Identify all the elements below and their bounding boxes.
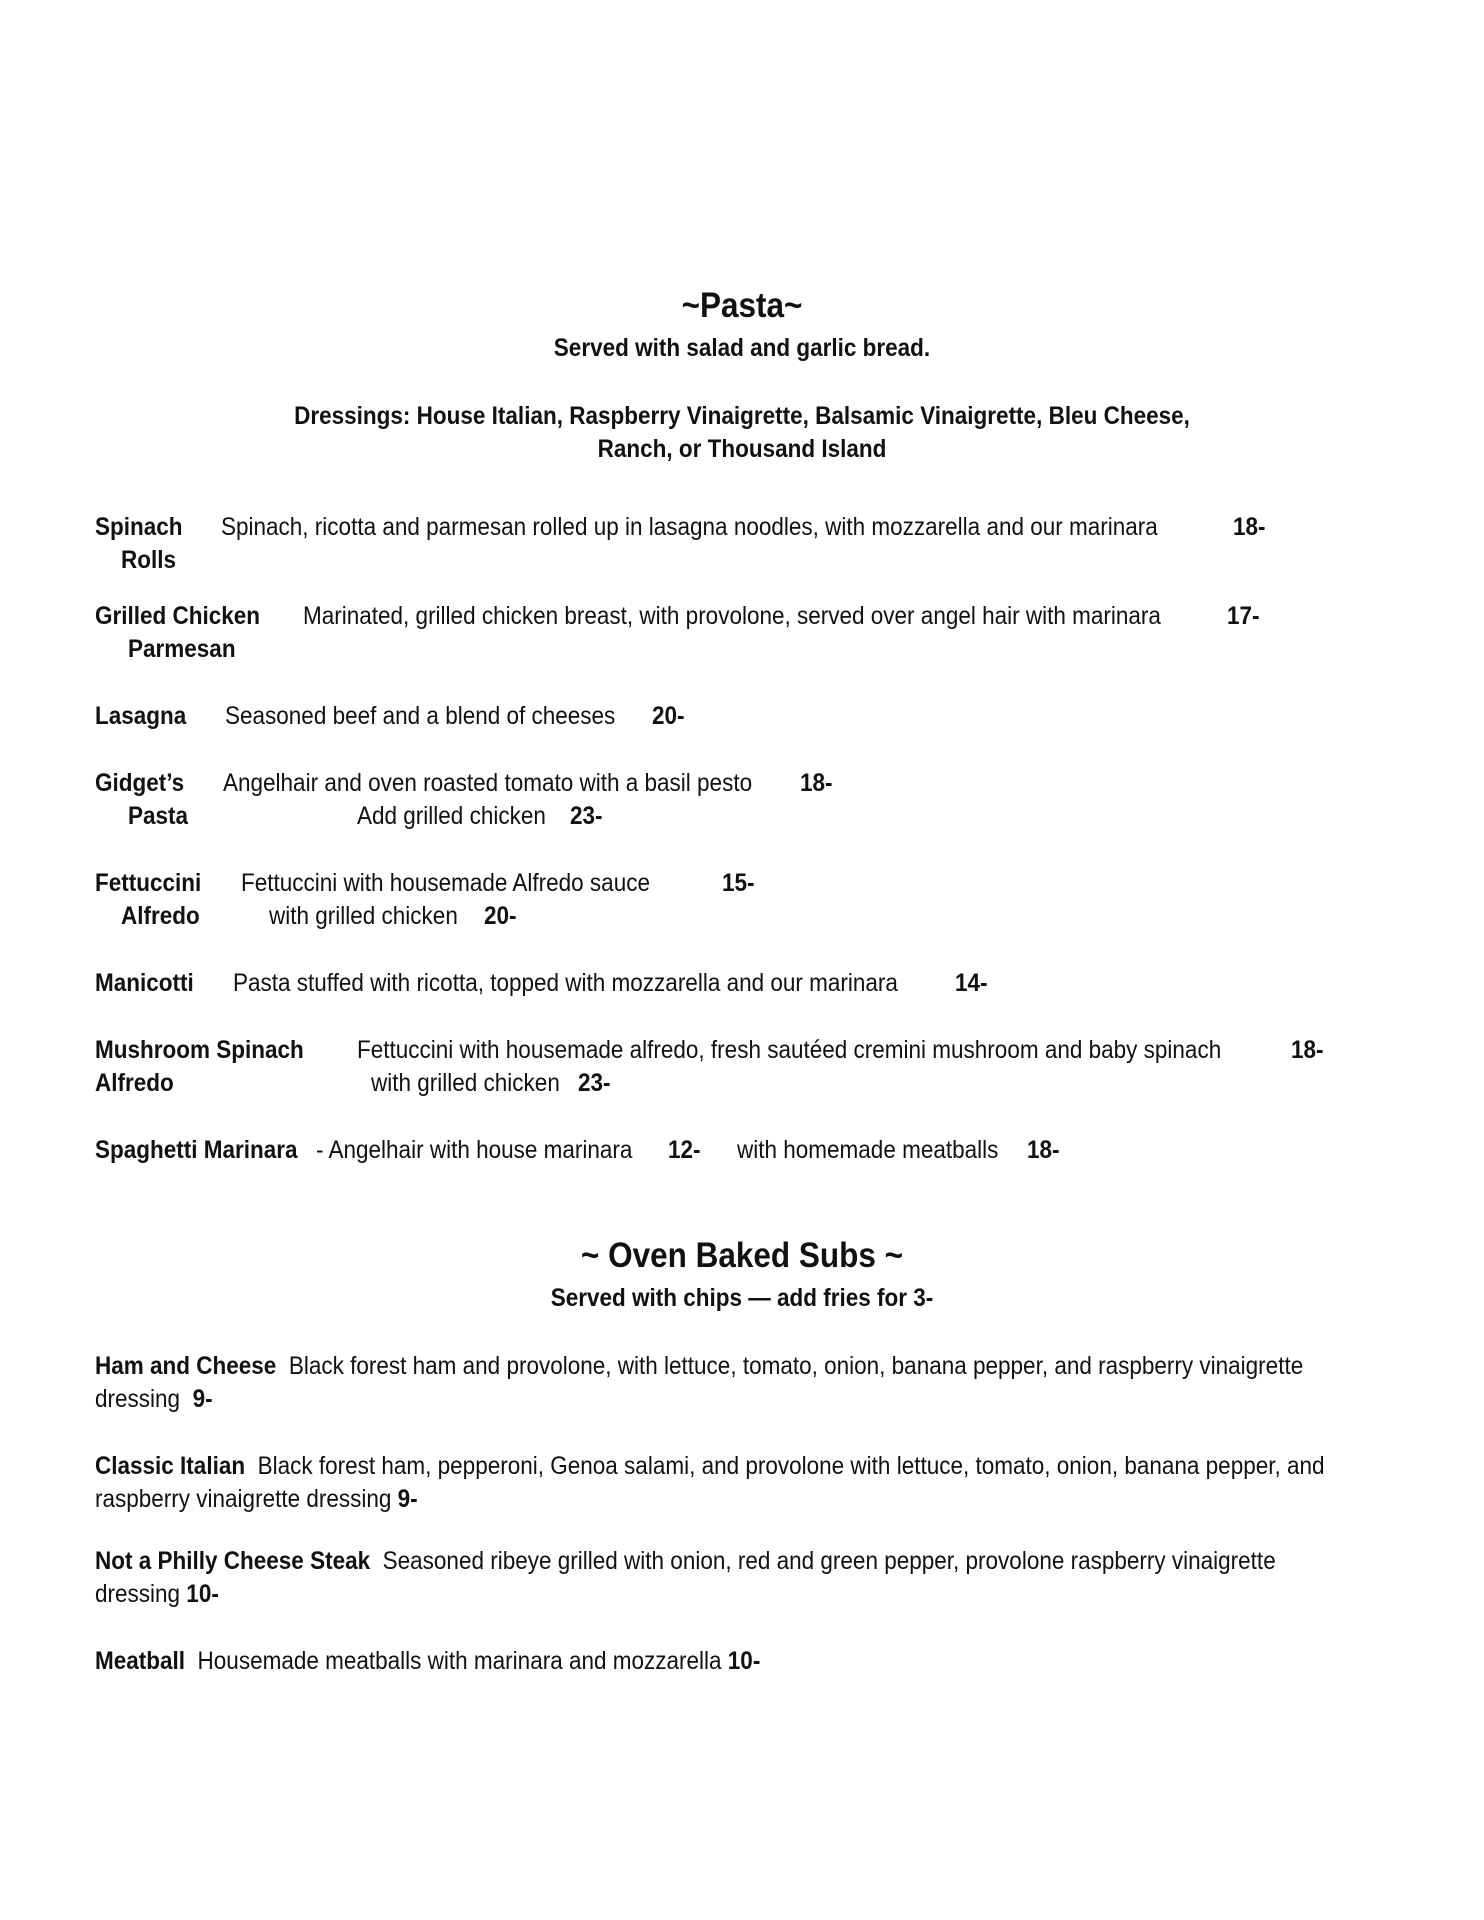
item-name-line-2: Rolls [121, 546, 177, 574]
dressings-line-1: Dressings: House Italian, Raspberry Vinaigrette, Balsamic Vinaigrette, Bleu Cheese, [294, 402, 1190, 430]
item-name-line-1: Spinach [95, 513, 183, 541]
item-price: 9- [192, 1385, 213, 1413]
item-line-2 [95, 1483, 418, 1515]
item-description: - Angelhair with house marinara [316, 1136, 633, 1164]
item-line-1 [95, 1350, 1303, 1382]
item-price: 18- [800, 769, 833, 797]
item-price: 18- [1233, 513, 1266, 541]
item-name-line-2: Alfredo [95, 1069, 174, 1097]
item-name: Manicotti [95, 969, 194, 997]
item-name: Ham and Cheese [95, 1352, 277, 1380]
item-name: Meatball [95, 1647, 186, 1675]
subs-subtitle: Served with chips — add fries for 3- [550, 1284, 934, 1312]
item-addon: with homemade meatballs [737, 1136, 999, 1164]
subs-title: ~ Oven Baked Subs ~ [580, 1236, 904, 1275]
item-name: Classic Italian [95, 1452, 246, 1480]
item-addon: Add grilled chicken [357, 802, 546, 830]
item-description: Fettuccini with housemade alfredo, fresh sautéed cremini mushroom and baby spinach [357, 1036, 1222, 1064]
item-name-line-1: Fettuccini [95, 869, 202, 897]
item-line-1 [95, 1645, 760, 1677]
item-price: 15- [722, 869, 755, 897]
item-description: Fettuccini with housemade Alfredo sauce [241, 869, 650, 897]
item-name-line-1: Grilled Chicken [95, 602, 261, 630]
dressings-line-2: Ranch, or Thousand Island [597, 435, 887, 463]
item-price: 18- [1291, 1036, 1324, 1064]
item-addon-price: 20- [484, 902, 517, 930]
item-description: Housemade meatballs with marinara and mozzarella [197, 1647, 722, 1675]
item-line-2 [95, 1578, 219, 1610]
item-name-line-1: Gidget’s [95, 769, 185, 797]
item-description: Black forest ham and provolone, with lettuce, tomato, onion, banana pepper, and raspberry vinaigrette [288, 1352, 1304, 1380]
item-description: Seasoned beef and a blend of cheeses [225, 702, 616, 730]
item-description: Angelhair and oven roasted tomato with a basil pesto [223, 769, 753, 797]
item-description: Black forest ham, pepperoni, Genoa salami, and provolone with lettuce, tomato, onion, banana pepper, and [257, 1452, 1325, 1480]
item-name-line-2: Pasta [128, 802, 189, 830]
item-addon: with grilled chicken [371, 1069, 560, 1097]
item-addon: with grilled chicken [269, 902, 458, 930]
item-description-cont: dressing [95, 1580, 181, 1608]
item-price: 20- [652, 702, 685, 730]
item-price: 9- [397, 1485, 418, 1513]
item-description-cont: raspberry vinaigrette dressing [95, 1485, 392, 1513]
item-addon-price: 23- [578, 1069, 611, 1097]
item-name: Lasagna [95, 702, 187, 730]
item-description: Pasta stuffed with ricotta, topped with mozzarella and our marinara [233, 969, 898, 997]
item-name-line-2: Parmesan [128, 635, 236, 663]
item-description: Marinated, grilled chicken breast, with provolone, served over angel hair with marinara [303, 602, 1161, 630]
item-price: 17- [1227, 602, 1260, 630]
item-name: Spaghetti Marinara [95, 1136, 298, 1164]
item-price: 10- [186, 1580, 219, 1608]
item-name-line-1: Mushroom Spinach [95, 1036, 304, 1064]
item-addon-price: 18- [1027, 1136, 1060, 1164]
item-description: Spinach, ricotta and parmesan rolled up in lasagna noodles, with mozzarella and our marinara [221, 513, 1158, 541]
item-name-line-2: Alfredo [121, 902, 200, 930]
item-price: 10- [727, 1647, 761, 1675]
item-line-1 [95, 1450, 1325, 1482]
pasta-subtitle: Served with salad and garlic bread. [553, 334, 931, 362]
pasta-title: ~Pasta~ [681, 286, 803, 325]
item-description: Seasoned ribeye grilled with onion, red and green pepper, provolone raspberry vinaigrette [382, 1547, 1276, 1575]
item-name: Not a Philly Cheese Steak [95, 1547, 371, 1575]
item-line-2 [95, 1383, 213, 1415]
item-price: 14- [955, 969, 988, 997]
item-line-1 [95, 1545, 1276, 1577]
item-description-cont: dressing [95, 1385, 181, 1413]
item-price: 12- [668, 1136, 701, 1164]
item-addon-price: 23- [570, 802, 603, 830]
